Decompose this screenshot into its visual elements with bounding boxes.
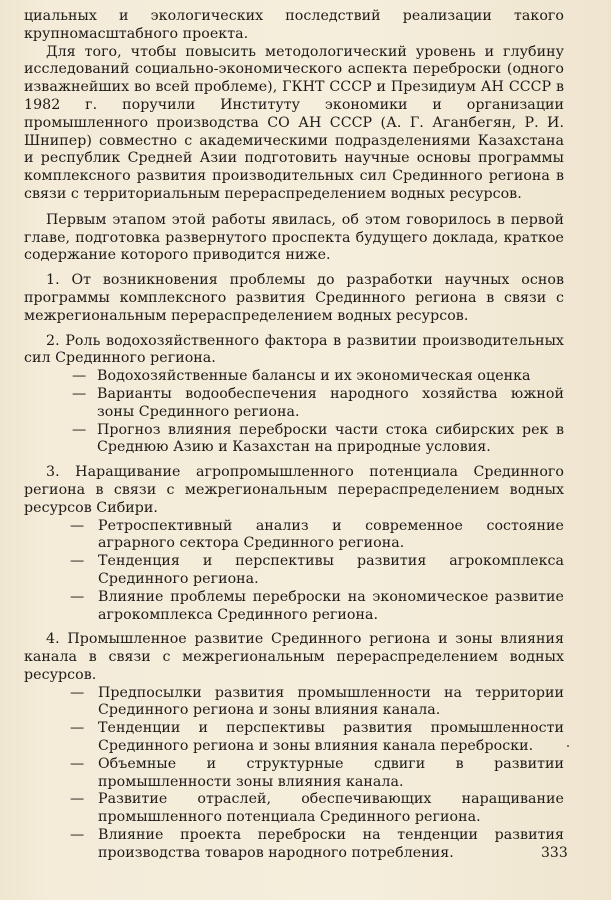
paragraph-5: 2. Роль водохозяйственного фактора в развитии производительных сил Срединного региона. — [24, 332, 564, 367]
dash: — — [70, 827, 85, 844]
paragraph-2: Для того, чтобы повысить методологический уровень и глубину исследований социально-экономического аспекта переброски (одного изважнейших во всей проблеме), ГКНТ СССР и Президиум АН СССР в 1982 г. поручили Институту экономики и организации промышленного производства СО АН СССР (А. Г. Аганбегян, Р. И. Шнипер) совместно с академическими подразделениями Казахстана и республик Средней Азии подготовить научные основы программы комплексного развития производительных сил Срединного региона в связи с территориальным перераспределением водных ресурсов. — [24, 43, 564, 202]
list-3-item-4-text: Развитие отраслей, обеспечивающих наращивание промышленного потенциала Срединного региона. — [98, 791, 564, 826]
dash: — — [70, 517, 85, 534]
list-3 — [24, 685, 564, 863]
list-2-item-3 — [24, 589, 564, 625]
list-2-item-2-text: Тенденция и перспективы развития агрокомплекса Срединного региона. — [98, 553, 564, 587]
list-2-item-3-text: Влияние проблемы переброски на экономическое развитие агрокомплекса Срединного региона. — [98, 588, 564, 623]
list-1 — [24, 368, 564, 457]
dash: — — [70, 755, 85, 772]
paragraph-6: 3. Наращивание агропромышленного потенциала Срединного региона в связи с межрегиональным перераспределением водных ресурсов Сибири. — [24, 464, 564, 516]
paragraph-3: Первым этапом этой работы явилась, об этом говорилось в первой главе, подготовка развернутого проспекта будущего доклада, краткое содержание которого приводится ниже. — [24, 211, 564, 264]
dash: — — [70, 684, 85, 701]
list-3-item-1-text: Предпосылки развития промышленности на территории Срединного региона и зоны влияния канала. — [98, 684, 564, 719]
list-3-item-1 — [24, 685, 564, 721]
list-2-item-1 — [24, 518, 564, 554]
paragraph-7: 4. Промышленное развитие Срединного региона и зоны влияния канала в связи с межрегиональным перераспределением водных ресурсов. — [24, 631, 564, 683]
dash: — — [70, 791, 85, 808]
dash: — — [72, 421, 87, 438]
dash: — — [70, 588, 85, 605]
dash: — — [70, 720, 85, 737]
list-2-item-2 — [24, 553, 564, 589]
list-3-item-5 — [24, 827, 564, 863]
list-3-item-5-text: Влияние проекта переброски на тенденции развития производства товаров народного потребления. — [98, 827, 564, 861]
list-2-item-1-text: Ретроспективный анализ и современное состояние аграрного сектора Срединного региона. — [98, 517, 564, 552]
list-3-item-4 — [24, 791, 564, 827]
paragraph-4: 1. От возникновения проблемы до разработки научных основ программы комплексного развития Срединного региона в связи с межрегиональным перераспределением водных ресурсов. — [24, 272, 564, 324]
list-2 — [24, 518, 564, 625]
page-number: 333 — [541, 845, 568, 861]
dash: — — [70, 553, 85, 570]
paragraph-1: циальных и экологических последствий реализации такого крупномасштабного проекта. — [24, 8, 564, 42]
page-text — [24, 8, 564, 863]
list-3-item-3-text: Объемные и структурные сдвиги в развитии промышленности зоны влияния канала. — [98, 755, 564, 790]
list-1-item-1 — [24, 368, 564, 386]
list-3-item-3 — [24, 756, 564, 792]
list-1-item-2 — [24, 386, 564, 422]
list-1-item-1-text: Водохозяйственные балансы и их экономическая оценка — [97, 368, 531, 385]
list-1-item-3-text: Прогноз влияния переброски части стока сибирских рек в Среднюю Азию и Казахстан на природные условия. — [97, 421, 564, 456]
edge-mark — [567, 745, 569, 747]
list-1-item-3 — [24, 422, 564, 458]
list-3-item-2-text: Тенденции и перспективы развития промышленности Срединного региона и зоны влияния канала переброски. — [98, 720, 564, 755]
dash: — — [72, 385, 87, 402]
dash: — — [72, 368, 87, 385]
list-3-item-2 — [24, 720, 564, 756]
list-1-item-2-text: Варианты водообеспечения народного хозяйства южной зоны Срединного региона. — [97, 385, 564, 420]
